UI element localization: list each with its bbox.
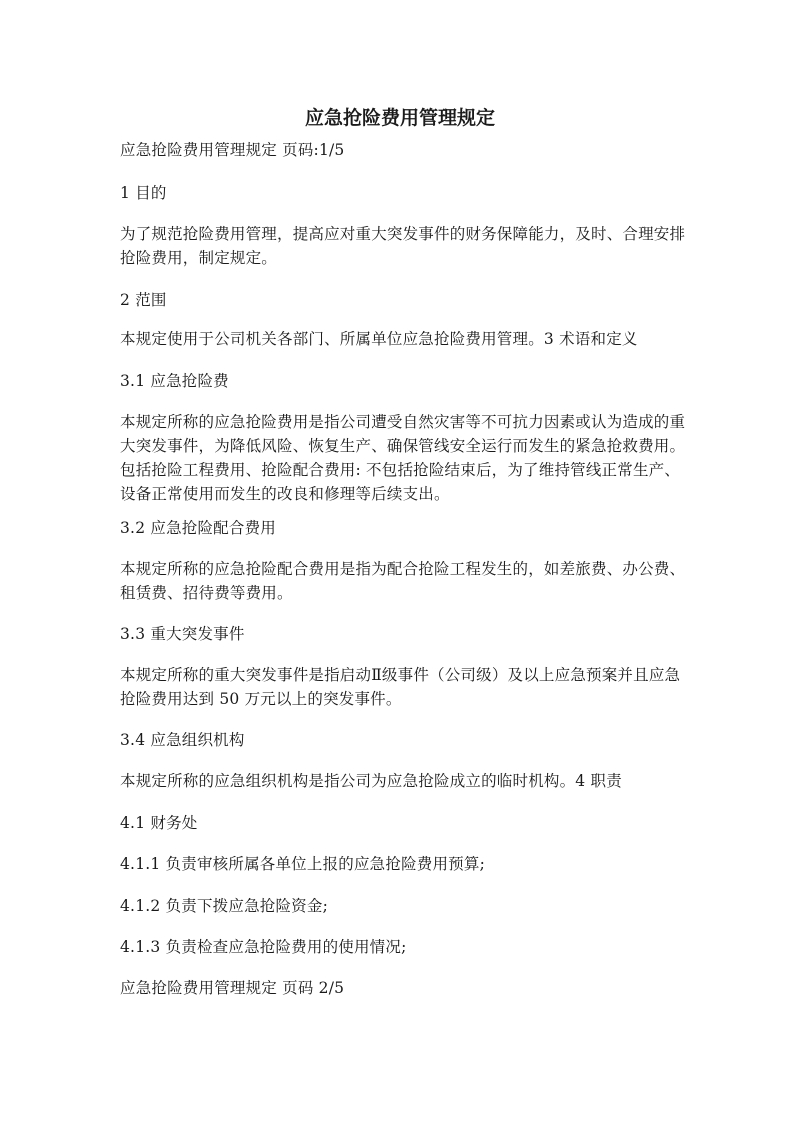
section-heading-4-1: 4.1 财务处 (120, 814, 198, 832)
definition-3-4-paragraph: 本规定所称的应急组织机构是指公司为应急抢险成立的临时机构。4 职责 (120, 772, 622, 790)
section-heading-3-3: 3.3 重大突发事件 (120, 625, 245, 643)
definition-3-1-paragraph: 本规定所称的应急抢险费用是指公司遭受自然灾害等不可抗力因素或认为造成的重大突发事件，为降低风险、恢复生产、确保管线安全运行而发生的紧急抢救费用。包括抢险工程费用、抢险配合费用: 不包括抢险结束后，为了维持管线正常生产、设备正常使用而发生的改良和修理等后续支出。 (120, 413, 686, 503)
document-title: 应急抢险费用管理规定 (304, 107, 495, 129)
definition-3-3-paragraph: 本规定所称的重大突发事件是指启动Ⅱ级事件（公司级）及以上应急预案并且应急抢险费用达到 50 万元以上的突发事件。 (120, 666, 681, 708)
section-heading-3-4: 3.4 应急组织机构 (120, 731, 245, 749)
section-heading-3-1: 3.1 应急抢险费 (120, 372, 229, 390)
item-4-1-1: 4.1.1 负责审核所属各单位上报的应急抢险费用预算; (120, 855, 485, 873)
page-header-2: 应急抢险费用管理规定 页码 2/5 (120, 979, 345, 997)
item-4-1-3: 4.1.3 负责检查应急抢险费用的使用情况; (120, 938, 407, 956)
item-4-1-2: 4.1.2 负责下拨应急抢险资金; (120, 897, 328, 915)
definition-3-2-paragraph: 本规定所称的应急抢险配合费用是指为配合抢险工程发生的，如差旅费、办公费、租赁费、招待费等费用。 (120, 560, 686, 602)
purpose-paragraph: 为了规范抢险费用管理，提高应对重大突发事件的财务保障能力，及时、合理安排抢险费用，制定规定。 (120, 225, 686, 267)
scope-paragraph: 本规定使用于公司机关各部门、所属单位应急抢险费用管理。3 术语和定义 (120, 330, 638, 348)
page-header-1: 应急抢险费用管理规定 页码:1/5 (120, 141, 345, 159)
section-heading-scope: 2 范围 (120, 291, 167, 309)
section-heading-3-2: 3.2 应急抢险配合费用 (120, 519, 276, 537)
section-heading-purpose: 1 目的 (120, 184, 167, 202)
